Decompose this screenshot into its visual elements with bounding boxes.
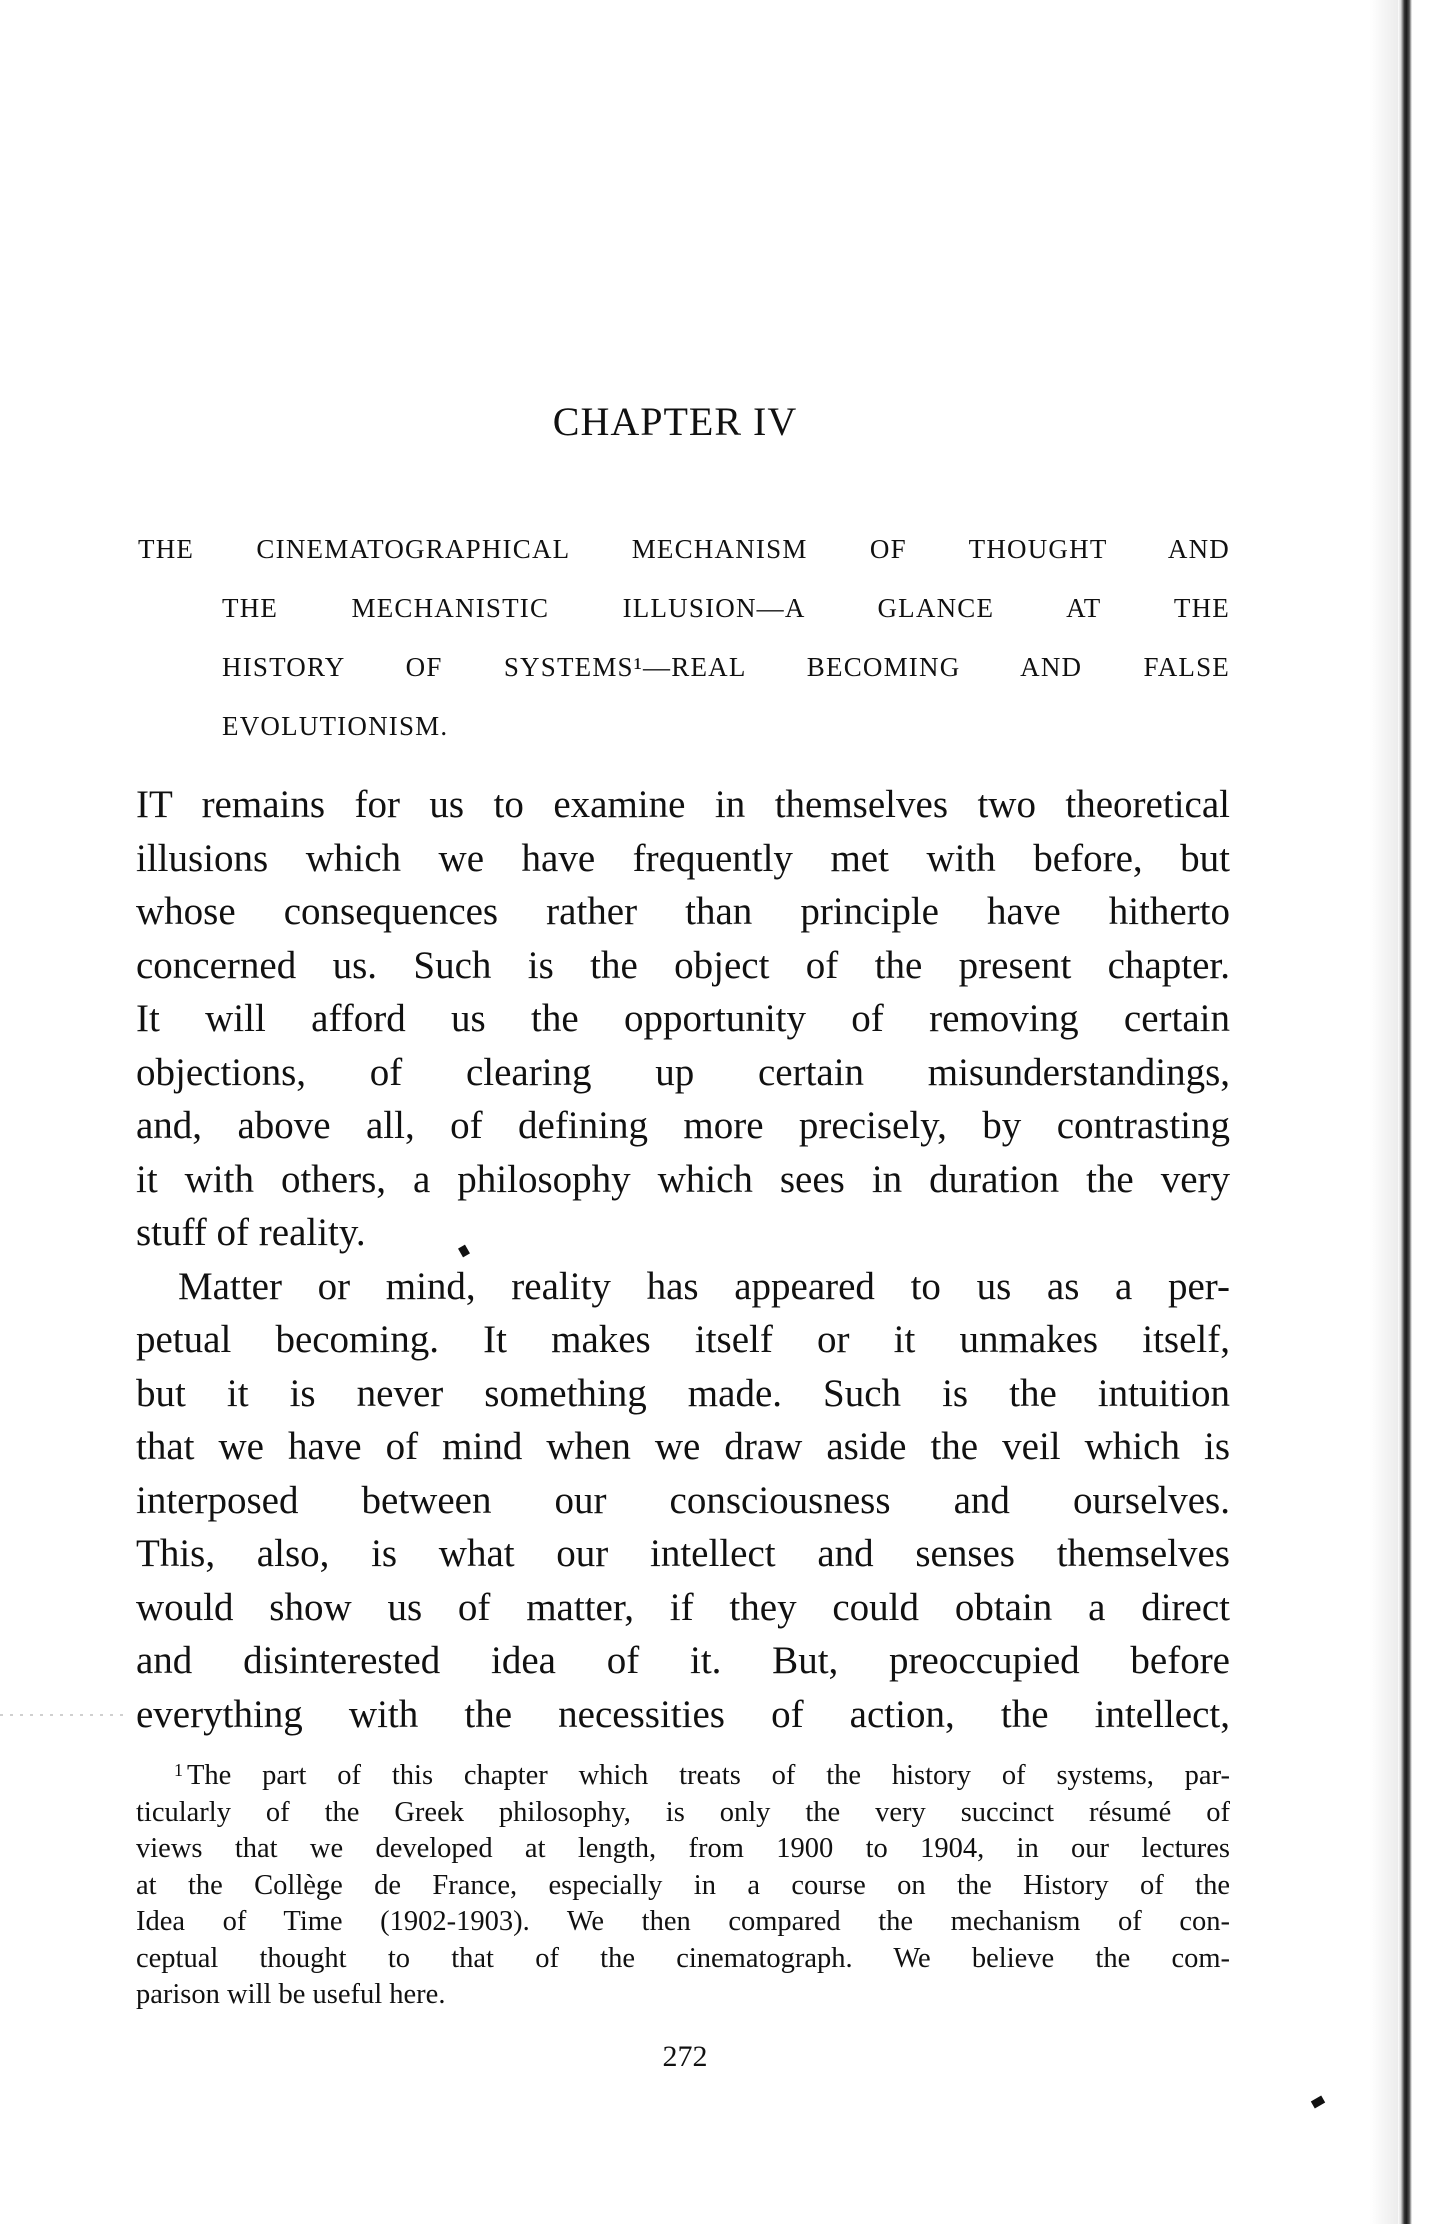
body-line: it with others, a philosophy which sees in duration the very <box>136 1157 1230 1201</box>
footnote-line: ceptual thought to that of the cinematograph. We believe the com- <box>136 1942 1230 1974</box>
footnote-line: views that we developed at length, from 1900 to 1904, in our lectures <box>136 1833 1230 1864</box>
body-line: would show us of matter, if they could obtain a direct <box>136 1585 1230 1629</box>
synopsis-line: EVOLUTIONISM. <box>222 711 449 741</box>
page-number: 272 <box>662 2040 708 2073</box>
scan-speck <box>1311 2096 1325 2109</box>
synopsis-line: HISTORY OF SYSTEMS¹—REAL BECOMING AND FALSE <box>222 652 1230 682</box>
footnote <box>136 1752 1230 2014</box>
body-line: illusions which we have frequently met with before, but <box>136 836 1230 880</box>
body-line: everything with the necessities of action, the intellect, <box>136 1692 1230 1736</box>
body-line: that we have of mind when we draw aside the veil which is <box>136 1425 1230 1468</box>
body-line: IT remains for us to examine in themselves two theoretical <box>136 783 1230 826</box>
body-line: This, also, is what our intellect and senses themselves <box>136 1532 1230 1575</box>
synopsis-line: THE CINEMATOGRAPHICAL MECHANISM OF THOUGHT AND <box>138 534 1230 564</box>
body-line: and, above all, of defining more precisely, by contrasting <box>136 1104 1230 1147</box>
scan-artifact-dots <box>0 1714 130 1716</box>
chapter-synopsis <box>138 520 1230 756</box>
body-line: concerned us. Such is the object of the present chapter. <box>136 943 1230 987</box>
footnote-marker: 1 <box>174 1760 183 1780</box>
binding-edge <box>1398 0 1412 2224</box>
body-line: stuff of reality. <box>136 1211 366 1254</box>
body-line: petual becoming. It makes itself or it unmakes itself, <box>136 1318 1230 1361</box>
binding-shadow <box>1370 0 1398 2224</box>
footnote-line: parison will be useful here. <box>136 1979 446 2010</box>
footnote-line: Idea of Time (1902-1903). We then compared the mechanism of con- <box>136 1906 1230 1937</box>
footnote-line: at the Collège de France, especially in a course on the History of the <box>136 1869 1230 1901</box>
footnote-text: The part of this chapter which treats of the history of systems, par- <box>187 1760 1230 1791</box>
body-line: Matter or mind, reality has appeared to us as a per- <box>178 1264 1230 1308</box>
body-line: interposed between our consciousness and ourselves. <box>136 1478 1230 1522</box>
body-line: It will afford us the opportunity of removing certain <box>136 997 1230 1040</box>
body-line: and disinterested idea of it. But, preoccupied before <box>136 1639 1230 1682</box>
body-line: but it is never something made. Such is the intuition <box>136 1371 1230 1415</box>
synopsis-line: THE MECHANISTIC ILLUSION—A GLANCE AT THE <box>222 593 1230 623</box>
body-line: whose consequences rather than principle have hitherto <box>136 890 1230 933</box>
footnote-line: ticularly of the Greek philosophy, is only the very succinct résumé of <box>136 1796 1230 1828</box>
footnote-line <box>136 1752 1230 1795</box>
body-text <box>136 778 1230 1741</box>
body-line: objections, of clearing up certain misunderstandings, <box>136 1050 1230 1094</box>
chapter-title: CHAPTER IV <box>552 399 798 444</box>
